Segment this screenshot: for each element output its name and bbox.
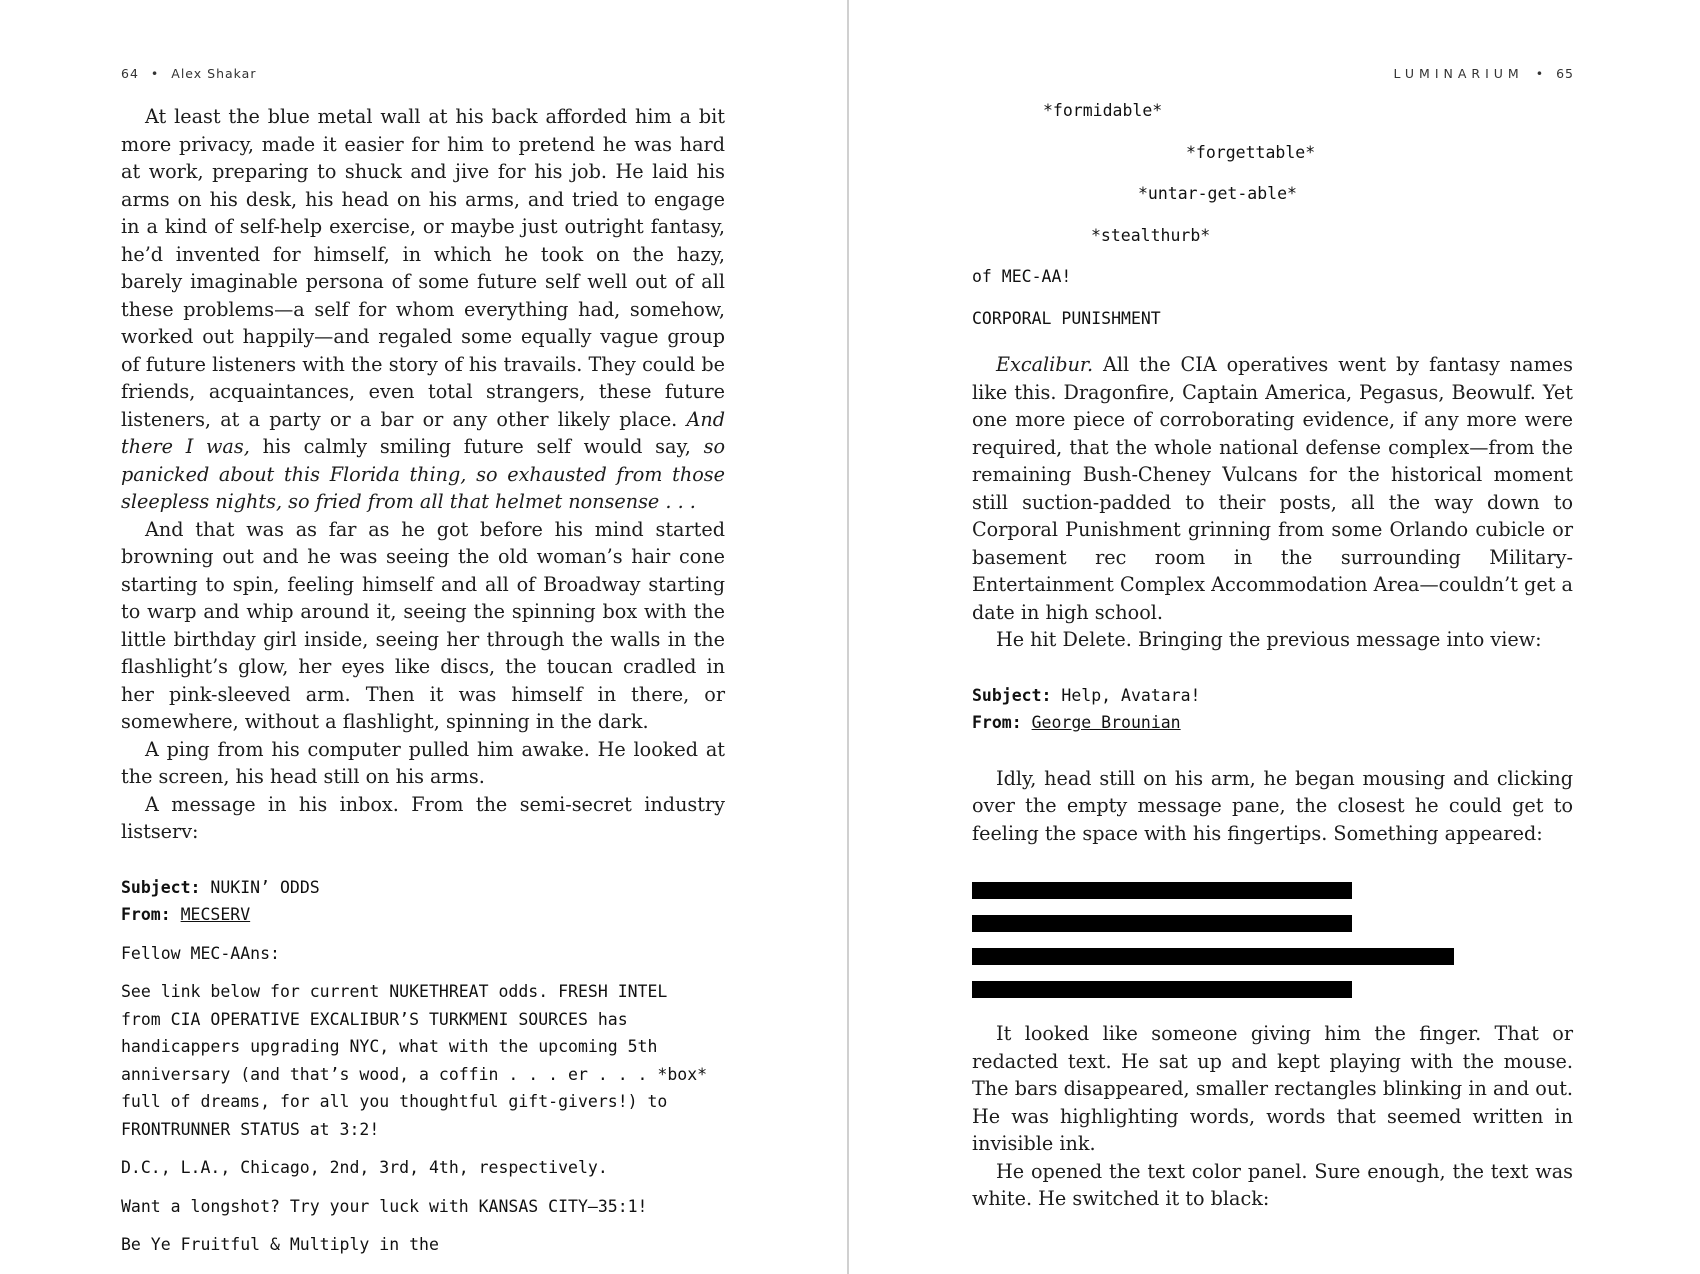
from-link-george-brounian[interactable]: George Brounian <box>1031 713 1181 732</box>
subject-label: Subject: <box>972 685 1052 705</box>
book-title: LUMINARIUM <box>1393 66 1524 81</box>
right-page <box>849 0 1700 1274</box>
from-label: From: <box>972 713 1022 732</box>
subject-value: Help, Avatara! <box>1051 685 1201 705</box>
left-page-number: 64 <box>121 66 139 81</box>
subject-label: Subject: <box>121 877 201 897</box>
redaction-bar <box>972 948 1454 965</box>
poem-line-4: *stealthurb* <box>1091 225 1211 245</box>
left-text-column <box>121 103 725 1259</box>
paragraph-1 <box>121 103 725 516</box>
poem-line-5: of MEC-AA! <box>972 267 1072 286</box>
paragraph-2: And that was as far as he got before his mind started browning out and he was seeing the old woman’s hair cone starting to spin, feeling himself and all of Broadway starting to warp and whip around it, seeing the spinning box with the little birthday girl inside, seeing her through the walls in the flashlight’s glow, her eyes like discs, the toucan cradled in her pink-sleeved arm. Then it was himself in there, or somewhere, without a flashlight, spinning in the dark. <box>121 517 725 733</box>
left-page <box>0 0 847 1274</box>
poem-line-3: *untar-get-able* <box>1138 184 1297 203</box>
from-link-mecserv[interactable]: MECSERV <box>180 905 251 924</box>
left-running-head <box>121 66 256 81</box>
email-body-2: D.C., L.A., Chicago, 2nd, 3rd, 4th, respectively. <box>121 1158 608 1177</box>
right-text-column <box>972 103 1573 1213</box>
right-paragraph-4: It looked like someone giving him the finger. That or redacted text. He sat up and kept playing with the mouse. The bars disappeared, smaller rectangles blinking in and out. He was highlighting words, words that seemed written in invisible ink. <box>972 1022 1573 1155</box>
redaction-bar <box>972 915 1352 932</box>
paragraph-4: A message in his inbox. From the semi-secret industry listserv: <box>121 792 725 843</box>
redaction-bars <box>972 882 1573 998</box>
author-name: Alex Shakar <box>171 66 257 81</box>
right-paragraph-3: Idly, head still on his arm, he began mousing and clicking over the empty message pane, the closest he could get to feeling the space with his fingertips. Something appeared: <box>972 766 1573 845</box>
right-paragraph-1 <box>972 351 1573 626</box>
email-body-1: See link below for current NUKETHREAT odds. FRESH INTEL from CIA OPERATIVE EXCALIBUR’S TURKMENI SOURCES has handicappers upgrading NYC, what with the upcoming 5th anniversary (and that’s wood, a coffin . . . er . . . *box* full of dreams, for all you thoughtful gift-givers!) to FRONTRUNNER STATUS at 3:2! <box>121 982 708 1139</box>
email-header-nukin <box>121 874 725 929</box>
poem-signature: CORPORAL PUNISHMENT <box>972 308 1161 328</box>
right-paragraph-5: He opened the text color panel. Sure enough, the text was white. He switched it to black: <box>972 1159 1573 1210</box>
email-body-3: Want a longshot? Try your luck with KANSAS CITY—35:1! <box>121 1196 648 1216</box>
redaction-bar <box>972 882 1352 899</box>
para1-text: At least the blue metal wall at his back afforded him a bit more privacy, made it easier for him to pretend he was hard at work, preparing to shuck and jive for his job. He laid his arms on his desk, his head on his arms, and tried to engage in a kind of self-help exercise, or maybe just outright fantasy, he’d invented for himself, in which he took on the hazy, barely imaginable persona of some future self well out of all these problems—a self for whom everything had, somehow, worked out happily—and regaled some equally vague group of future listeners with the story of his travails. They could be friends, acquaintances, even total strangers, these future listeners, at a party or a bar or any other likely place. <box>121 105 725 431</box>
para1-italic-b: so panicked about this Florida thing, so exhausted from those sleepless nights, so fried from all that helmet nonsense . . . <box>121 435 725 513</box>
paragraph-3: A ping from his computer pulled him awake. He looked at the screen, his head still on his arms. <box>121 737 725 788</box>
from-label: From: <box>121 905 171 924</box>
email-body-4: Be Ye Fruitful & Multiply in the <box>121 1235 439 1254</box>
poem-line-2: *forgettable* <box>1186 142 1316 162</box>
excalibur-italic: Excalibur. <box>996 353 1094 376</box>
bullet-separator: • <box>150 66 160 81</box>
bullet-separator: • <box>1535 66 1545 81</box>
subject-value: NUKIN’ ODDS <box>200 877 320 897</box>
redaction-bar <box>972 981 1352 998</box>
right-paragraph-2: He hit Delete. Bringing the previous message into view: <box>996 628 1542 651</box>
right-page-number: 65 <box>1556 66 1574 81</box>
poem-block <box>972 90 1573 339</box>
right-running-head <box>1394 66 1574 81</box>
email-header-help <box>972 682 1573 737</box>
poem-line-1: *formidable* <box>1043 101 1163 120</box>
right-para1-text: All the CIA operatives went by fantasy names like this. Dragonfire, Captain America, Pegasus, Beowulf. Yet one more piece of corroborating evidence, if any more were required, that the whole national defense complex—from the remaining Bush-Cheney Vulcans for the historical moment still suction-padded to their posts, all the way down to Corporal Punishment grinning from some Orlando cubicle or basement rec room in the surrounding Military-Entertainment Complex Accommodation Area—couldn’t get a date in high school. <box>972 353 1573 624</box>
email-greeting: Fellow MEC-AAns: <box>121 943 280 963</box>
para1-italic-a: And there I was, <box>121 407 725 458</box>
para1-mid: his calmly smiling future self would say, <box>249 435 704 458</box>
